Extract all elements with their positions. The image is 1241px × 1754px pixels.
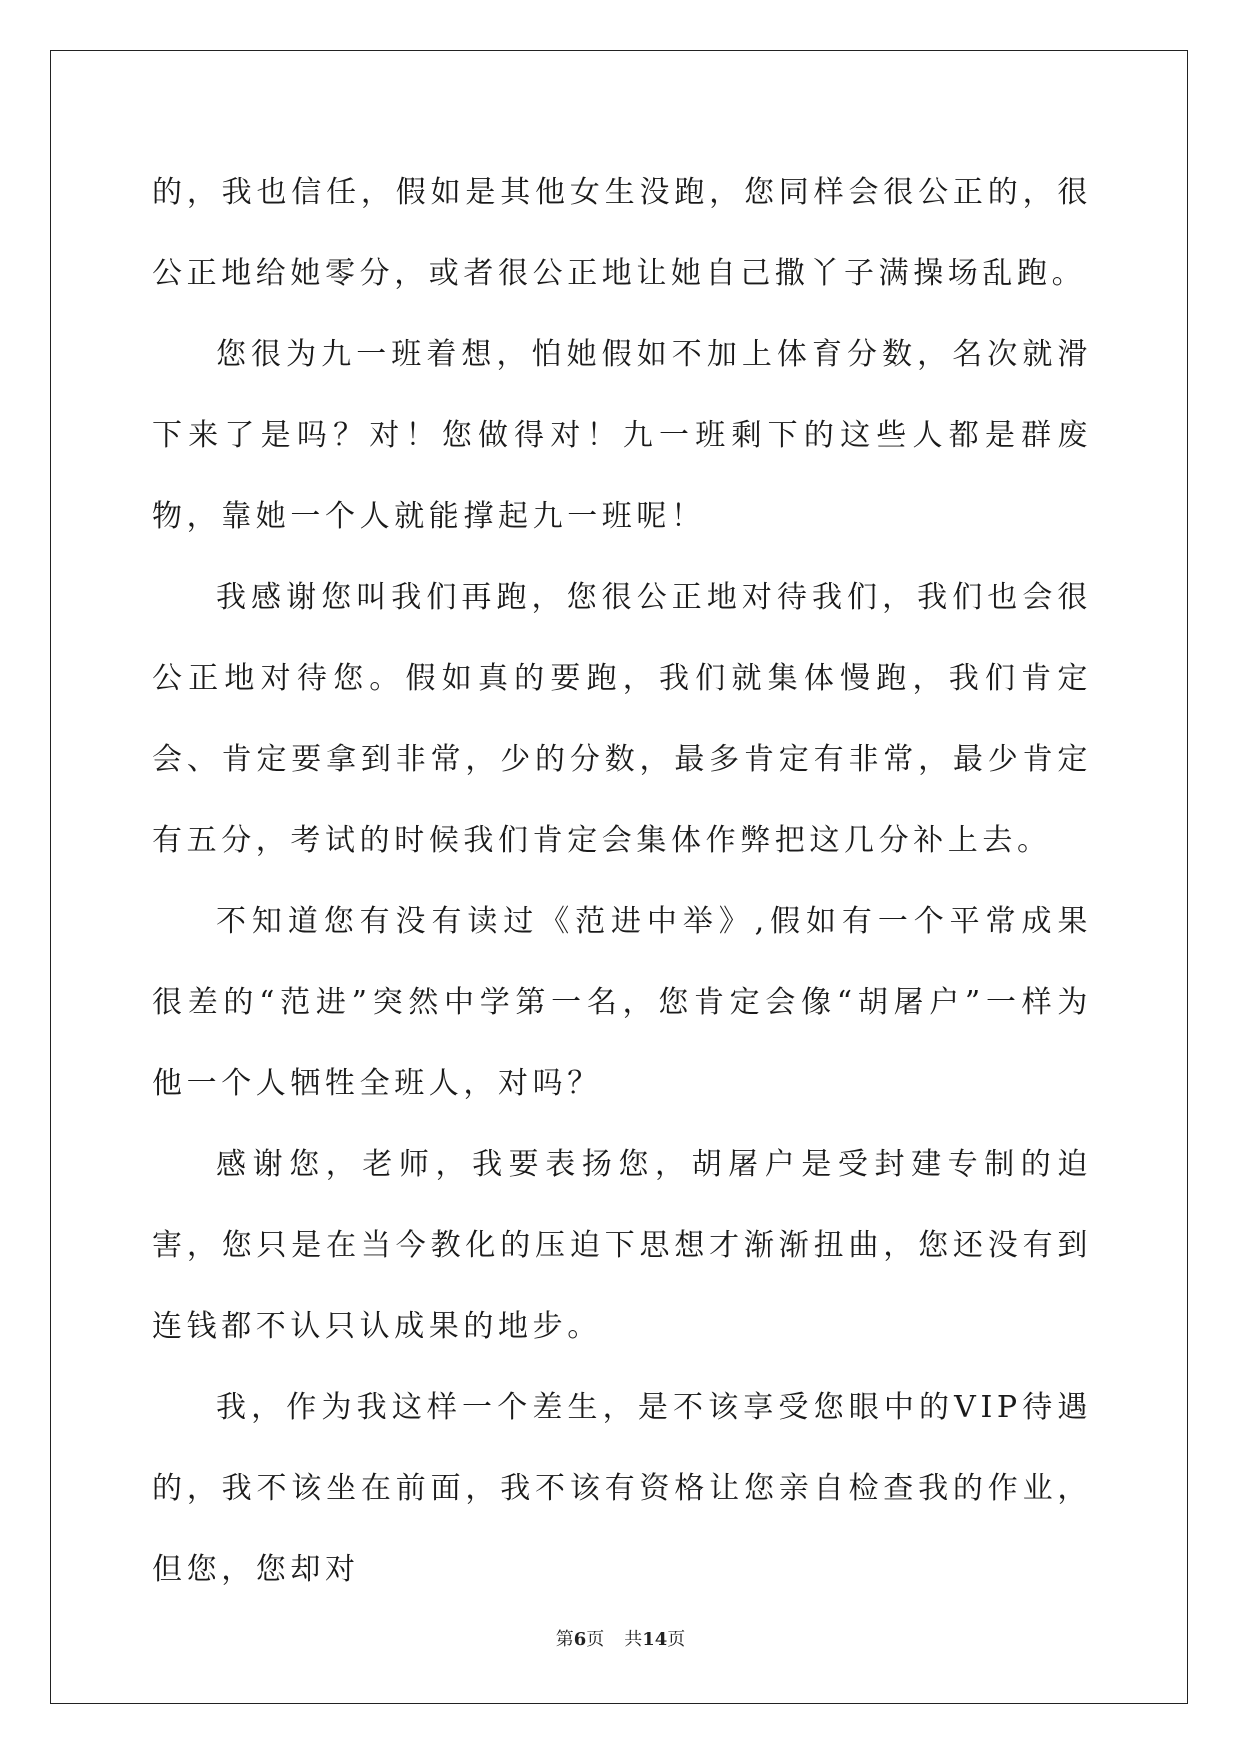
page-prefix: 第 (555, 1629, 574, 1650)
paragraph-1: 的，我也信任，假如是其他女生没跑，您同样会很公正的，很公正地给她零分，或者很公正地让她自己撒丫子满操场乱跑。 (152, 175, 1092, 291)
total-prefix: 共 (624, 1629, 643, 1650)
page-suffix: 页 (586, 1629, 605, 1650)
document-body (152, 152, 1092, 1610)
paragraph-5: 感谢您，老师，我要表扬您，胡屠户是受封建专制的迫害，您只是在当今教化的压迫下思想才渐渐扭曲，您还没有到连钱都不认只认成果的地步。 (152, 1147, 1092, 1344)
paragraph-4: 不知道您有没有读过《范进中举》,假如有一个平常成果很差的“范进”突然中学第一名，您肯定会像“胡屠户”一样为他一个人牺牲全班人，对吗？ (152, 904, 1092, 1101)
total-suffix: 页 (667, 1629, 686, 1650)
paragraph-2: 您很为九一班着想，怕她假如不加上体育分数，名次就滑下来了是吗？对！您做得对！九一班剩下的这些人都是群废物，靠她一个人就能撑起九一班呢！ (152, 337, 1092, 534)
paragraph-3: 我感谢您叫我们再跑，您很公正地对待我们，我们也会很公正地对待您。假如真的要跑，我们就集体慢跑，我们肯定会、肯定要拿到非常，少的分数，最多肯定有非常，最少肯定有五分，考试的时候我们肯定会集体作弊把这几分补上去。 (152, 580, 1092, 858)
page-footer (0, 1625, 1241, 1651)
paragraph-6: 我，作为我这样一个差生，是不该享受您眼中的VIP待遇的，我不该坐在前面，我不该有资格让您亲自检查我的作业，但您，您却对 (152, 1390, 1092, 1587)
total-pages: 14 (642, 1629, 668, 1650)
page-number: 6 (573, 1629, 587, 1650)
